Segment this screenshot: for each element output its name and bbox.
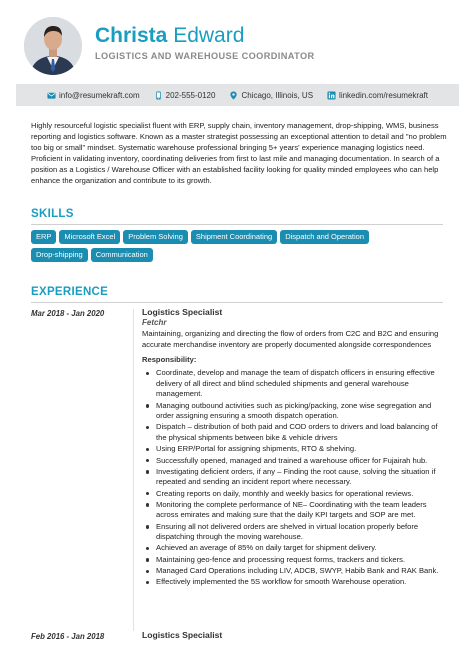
person-photo-icon	[24, 17, 82, 75]
profile-photo	[24, 17, 82, 75]
candidate-name	[95, 24, 244, 48]
skill-tag: Dispatch and Operation	[280, 230, 369, 244]
list-item: Dispatch – distribution of both paid and COD orders to drivers and load balancing of the physical shipments between bike & vehicle drivers	[142, 422, 444, 443]
resume-header	[0, 0, 474, 82]
contact-phone[interactable]	[154, 91, 216, 100]
linkedin-icon	[327, 91, 336, 100]
job-title: Logistics Specialist	[142, 630, 223, 640]
phone-text: 202-555-0120	[165, 90, 216, 100]
experience-divider	[31, 302, 443, 303]
skill-tag: ERP	[31, 230, 56, 244]
email-text: info@resumekraft.com	[59, 90, 140, 100]
list-item: Investigating deficient orders, if any – Finding the root cause, solving the situation if repeated and sending an incident report where necessary.	[142, 467, 444, 488]
list-item: Creating reports on daily, monthly and weekly basics for operational reviews.	[142, 489, 444, 500]
list-item: Maintaining geo-fence and processing request forms, trackers and tickers.	[142, 555, 444, 566]
skills-divider	[31, 224, 443, 225]
list-item: Managed Card Operations including LIV, ADCB, SWYP, Habib Bank and RAK Bank.	[142, 566, 444, 577]
list-item: Effectively implemented the 5S workflow for smooth Warehouse operation.	[142, 577, 444, 588]
first-name: Christa	[95, 24, 168, 47]
job-title: Logistics Specialist	[142, 307, 223, 317]
list-item: Using ERP/Portal for assigning shipments, RTO & shelving.	[142, 444, 444, 455]
contact-email[interactable]	[47, 91, 140, 100]
skill-tag: Communication	[91, 248, 153, 262]
skill-tag: Problem Solving	[123, 230, 188, 244]
last-name: Edward	[173, 24, 245, 47]
list-item: Coordinate, develop and manage the team of dispatch officers in ensuring effective delivery of all direct and blind scheduled shipments and general warehouse management.	[142, 368, 444, 400]
job-entry	[142, 307, 444, 589]
skill-tag: Microsoft Excel	[59, 230, 120, 244]
skills-heading: SKILLS	[31, 208, 74, 220]
location-text: Chicago, Illinois, US	[241, 90, 314, 100]
experience-heading: EXPERIENCE	[31, 286, 109, 298]
company-name: Fetchr	[142, 318, 167, 327]
job-description: Maintaining, organizing and directing the flow of orders from C2C and B2C and ensuring accurate merchandise inventory are properly documented alongside correspondences	[142, 329, 439, 349]
job-dates: Mar 2018 - Jan 2020	[31, 309, 105, 318]
contact-location	[229, 91, 313, 100]
list-item: Managing outbound activities such as picking/packing, zone wise segregation and order assigning ensuring a smooth dispatch operation.	[142, 401, 444, 422]
contact-bar	[16, 84, 459, 106]
responsibility-label: Responsibility:	[142, 354, 197, 364]
list-item: Successfully opened, managed and trained a warehouse officer for Fujairah hub.	[142, 456, 444, 467]
contact-linkedin[interactable]	[327, 91, 428, 100]
responsibility-list	[142, 368, 444, 588]
job-dates: Feb 2016 - Jan 2018	[31, 632, 105, 641]
timeline-line	[133, 309, 134, 631]
email-icon	[47, 91, 56, 100]
skill-tag: Drop-shipping	[31, 248, 88, 262]
phone-icon	[154, 91, 163, 100]
list-item: Monitoring the complete performance of NE– Coordinating with the team leaders across emirates and making sure that the daily KPI targets and SOP are met.	[142, 500, 444, 521]
job-entry	[142, 630, 444, 641]
skill-tag: Shipment Coordinating	[191, 230, 277, 244]
list-item: Achieved an average of 85% on daily target for shipment delivery.	[142, 543, 444, 554]
job-role-title: LOGISTICS AND WAREHOUSE COORDINATOR	[95, 51, 315, 61]
professional-summary: Highly resourceful logistic specialist fluent with ERP, supply chain, inventory management, drop-shipping, WMS, business reporting and logistics software. Known as a master strategist possessing an exceptional attention to detail and "no problem too big or small" mindset. Systematic warehouse professional bringing 5+ years' experience managing logistics need. Proficient in validating inventory, coordinating deliveries from first to last mile and managing documentation. In search of a position as a Logistics / Warehouse Officer with an established facility looking for quality minded employees who can help enhance the organization and contribute to its growth.	[31, 121, 447, 185]
skills-list	[31, 230, 411, 262]
linkedin-text: linkedin.com/resumekraft	[339, 90, 428, 100]
location-pin-icon	[229, 91, 238, 100]
list-item: Ensuring all not delivered orders are shelved in virtual location properly before dispatching through the moving warehouse.	[142, 522, 444, 543]
